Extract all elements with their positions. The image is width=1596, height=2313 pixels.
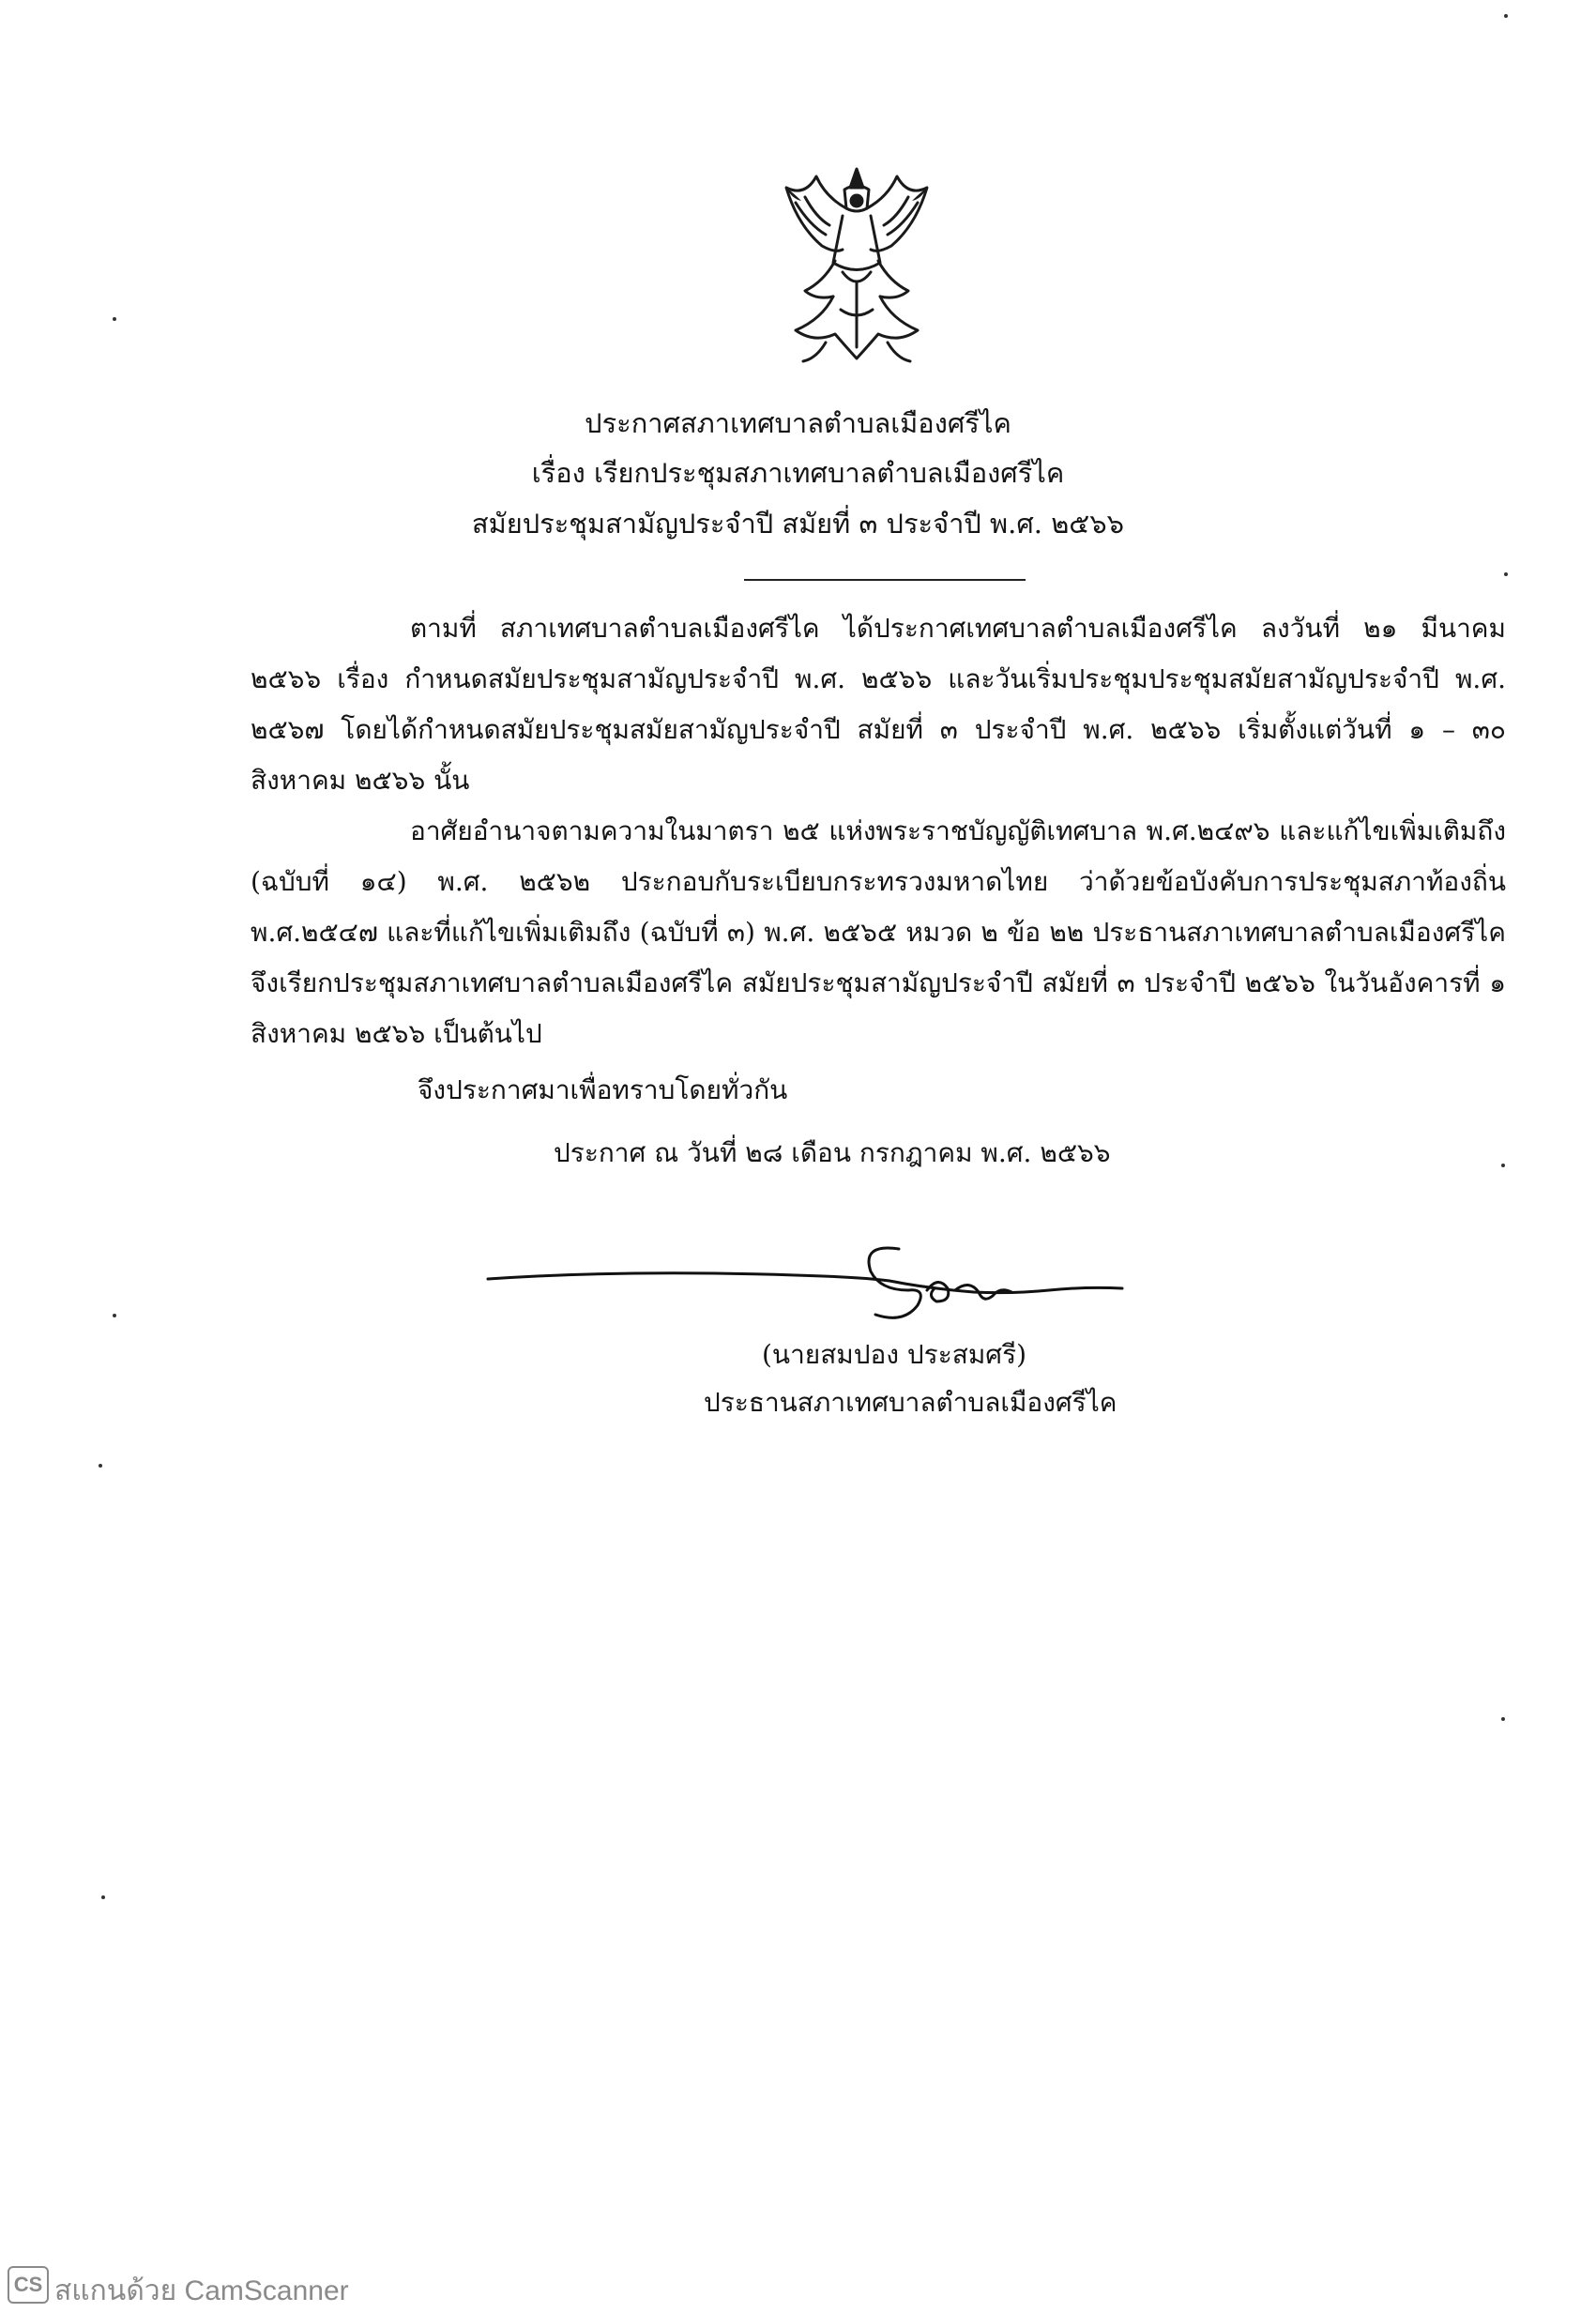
signatory-name: (นายสมปอง ประสมศรี) xyxy=(762,1339,1027,1370)
camscanner-logo-icon: CS xyxy=(8,2266,49,2304)
scan-speck xyxy=(99,1464,102,1468)
closing-line: จึงประกาศมาเพื่อทราบโดยทั่วกัน xyxy=(418,1074,788,1105)
camscanner-footer xyxy=(0,2257,1596,2313)
paragraph-authority: อาศัยอำนาจตามความในมาตรา ๒๕ แห่งพระราชบัญญัติเทศบาล พ.ศ.๒๔๙๖ และแก้ไขเพิ่มเติมถึง (ฉบับที่ ๑๔) พ.ศ. ๒๕๖๒ ประกอบกับระเบียบกระทรวงมหาดไทย ว่าด้วยข้อบังคับการประชุมสภาท้องถิ่น พ.ศ.๒๕๔๗ และที่แก้ไขเพิ่มเติมถึง (ฉบับที่ ๓) พ.ศ. ๒๕๖๕ หมวด ๒ ข้อ ๒๒ ประธานสภาเทศบาลตำบลเมืองศรีไค จึงเรียกประชุมสภาเทศบาลตำบลเมืองศรีไค สมัยประชุมสามัญประจำปี สมัยที่ ๓ ประจำปี ๒๕๖๖ ในวันอังคารที่ ๑ สิงหาคม ๒๕๖๖ เป็นต้นไป xyxy=(251,815,1506,1049)
camscanner-label: สแกนด้วย CamScanner xyxy=(54,2275,349,2306)
subject-line: เรื่อง เรียกประชุมสภาเทศบาลตำบลเมืองศรีไค xyxy=(531,457,1065,489)
announcement-date: ประกาศ ณ วันที่ ๒๘ เดือน กรกฎาคม พ.ศ. ๒๕๖๖ xyxy=(554,1137,1111,1168)
signature-scribble xyxy=(486,1234,1124,1337)
scan-speck xyxy=(1504,14,1508,18)
session-line: สมัยประชุมสามัญประจำปี สมัยที่ ๓ ประจำปี พ.ศ. ๒๕๖๖ xyxy=(471,508,1125,540)
scan-speck xyxy=(113,1314,116,1317)
scan-speck xyxy=(1501,1717,1505,1721)
paragraph-background: ตามที่ สภาเทศบาลตำบลเมืองศรีไค ได้ประกาศเทศบาลตำบลเมืองศรีไค ลงวันที่ ๒๑ มีนาคม ๒๕๖๖ เรื่อง กำหนดสมัยประชุมสามัญประจำปี พ.ศ. ๒๕๖๖ และวันเริ่มประชุมประชุมสมัยสามัญประจำปี พ.ศ. ๒๕๖๗ โดยได้กำหนดสมัยประชุมสมัยสามัญประจำปี สมัยที่ ๓ ประจำปี พ.ศ. ๒๕๖๖ เริ่มตั้งแต่วันที่ ๑ – ๓๐ สิงหาคม ๒๕๖๖ นั้น xyxy=(251,613,1506,796)
signatory-title: ประธานสภาเทศบาลตำบลเมืองศรีไค xyxy=(704,1387,1117,1418)
header-divider xyxy=(744,579,1026,581)
scan-speck xyxy=(113,317,116,321)
garuda-emblem-icon xyxy=(768,160,946,371)
scan-speck xyxy=(1501,1164,1505,1167)
announcement-title: ประกาศสภาเทศบาลตำบลเมืองศรีไค xyxy=(585,407,1011,439)
scan-speck xyxy=(1504,572,1508,576)
scan-speck xyxy=(101,1895,105,1899)
